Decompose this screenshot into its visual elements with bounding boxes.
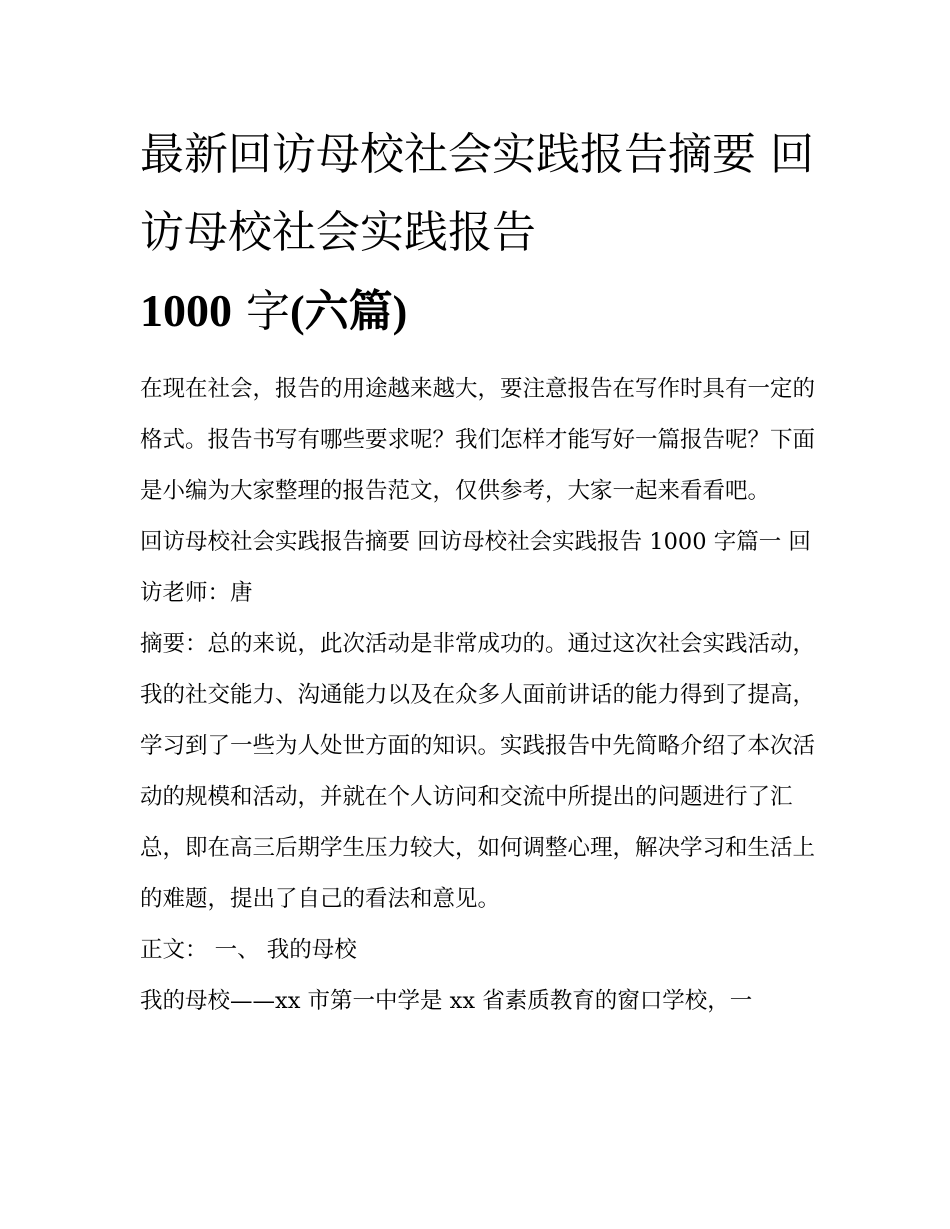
document-content <box>140 116 820 1027</box>
body-paragraph: 我的母校——xx 市第一中学是 xx 省素质教育的窗口学校，一 <box>140 988 753 1014</box>
abstract-paragraph: 摘要：总的来说，此次活动是非常成功的。通过这次社会实践活动，我的社交能力、沟通能力以及在众多人面前讲话的能力得到了提高，学习到了一些为人处世方面的知识。实践报告中先简略介绍了本次活动的规模和活动，并就在个人访问和交流中所提出的问题进行了汇总，即在高三后期学生压力较大，如何调整心理，解决学习和生活上的难题，提出了自己的看法和意见。 <box>140 631 816 912</box>
title-unit: 字 <box>232 286 290 337</box>
title-number: 1000 <box>140 285 232 336</box>
body-heading: 正文： 一、 我的母校 <box>140 937 357 963</box>
title-suffix: (六篇) <box>290 287 408 336</box>
title-text: 最新回访母校社会实践报告摘要 回访母校社会实践报告 <box>140 129 814 258</box>
intro-paragraph: 在现在社会，报告的用途越来越大，要注意报告在写作时具有一定的格式。报告书写有哪些要求呢？我们怎样才能写好一篇报告呢？下面是小编为大家整理的报告范文，仅供参考，大家一起来看看吧。 <box>140 376 816 504</box>
document-title <box>140 116 820 351</box>
section-heading-paragraph: 回访母校社会实践报告摘要 回访母校社会实践报告 1000 字篇一 回访老师：唐 <box>140 529 811 606</box>
